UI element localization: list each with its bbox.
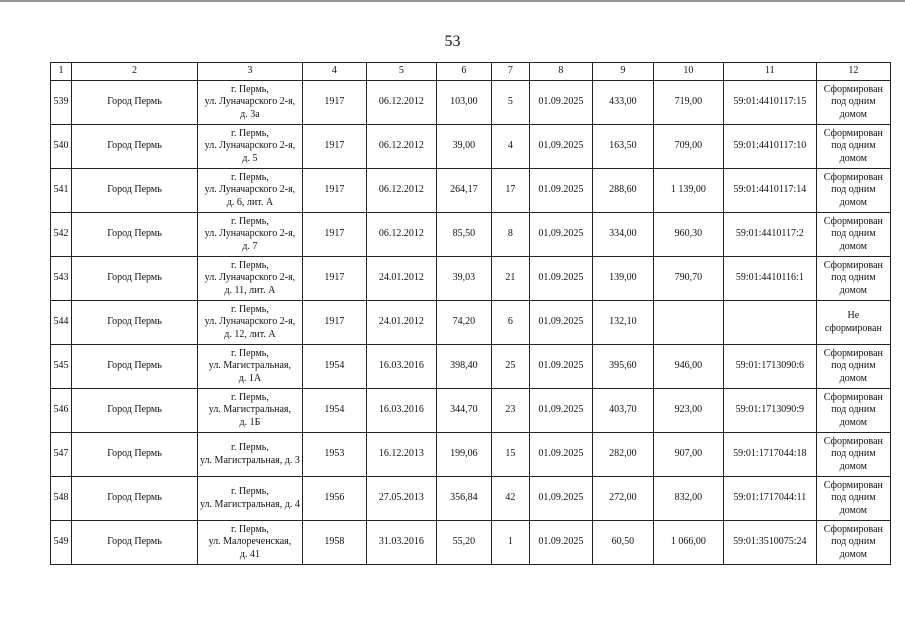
status-line: домом: [839, 240, 868, 252]
date-cell: 31.03.2016: [366, 521, 436, 565]
planned-date-cell: 01.09.2025: [529, 257, 592, 301]
status-line: Сформирован: [823, 479, 883, 491]
row-number-cell: 544: [51, 301, 72, 345]
table-row: [51, 257, 891, 301]
column-header: 7: [491, 63, 529, 81]
planned-date-cell: 01.09.2025: [529, 345, 592, 389]
planned-date-cell: 01.09.2025: [529, 389, 592, 433]
count-cell: 15: [491, 433, 529, 477]
value-9-cell: 272,00: [592, 477, 653, 521]
year-built-cell: 1953: [302, 433, 366, 477]
area-cell: 103,00: [436, 81, 491, 125]
value-10-cell: 923,00: [653, 389, 723, 433]
year-built-cell: 1917: [302, 301, 366, 345]
status-line: Сформирован: [823, 523, 883, 535]
area-cell: 344,70: [436, 389, 491, 433]
address-line: г. Пермь,: [230, 83, 269, 95]
area-cell: 55,20: [436, 521, 491, 565]
status-line: Сформирован: [823, 391, 883, 403]
cadastral-number-cell: 59:01:4410117:14: [723, 169, 816, 213]
address-line: д. 7: [242, 240, 258, 252]
municipality-cell: Город Пермь: [72, 389, 198, 433]
count-cell: 4: [491, 125, 529, 169]
table-row: [51, 213, 891, 257]
count-cell: 21: [491, 257, 529, 301]
address-line: д. 1А: [238, 372, 262, 384]
status-line: Сформирован: [823, 435, 883, 447]
cadastral-number-cell: 59:01:4410117:10: [723, 125, 816, 169]
year-built-cell: 1917: [302, 213, 366, 257]
cadastral-number-cell: 59:01:1717044:18: [723, 433, 816, 477]
address-cell: [198, 213, 303, 257]
address-line: ул. Луначарского 2-я,: [204, 272, 296, 284]
area-cell: 39,00: [436, 125, 491, 169]
address-cell: [198, 521, 303, 565]
address-cell: [198, 345, 303, 389]
value-10-cell: 709,00: [653, 125, 723, 169]
year-built-cell: 1954: [302, 389, 366, 433]
date-cell: 16.03.2016: [366, 345, 436, 389]
planned-date-cell: 01.09.2025: [529, 81, 592, 125]
address-line: г. Пермь,: [230, 171, 269, 183]
land-status-cell: [816, 521, 890, 565]
address-line: г. Пермь,: [230, 391, 269, 403]
value-10-cell: 960,30: [653, 213, 723, 257]
area-cell: 199,06: [436, 433, 491, 477]
area-cell: 398,40: [436, 345, 491, 389]
table-row: [51, 301, 891, 345]
area-cell: 85,50: [436, 213, 491, 257]
address-cell: [198, 81, 303, 125]
municipality-cell: Город Пермь: [72, 213, 198, 257]
land-status-cell: [816, 389, 890, 433]
status-line: под одним: [831, 492, 876, 504]
value-10-cell: [653, 301, 723, 345]
address-cell: [198, 389, 303, 433]
address-line: д. 5: [242, 152, 258, 164]
column-header: 2: [72, 63, 198, 81]
municipality-cell: Город Пермь: [72, 433, 198, 477]
year-built-cell: 1917: [302, 81, 366, 125]
year-built-cell: 1956: [302, 477, 366, 521]
address-line: д. 1Б: [239, 416, 261, 428]
address-line: г. Пермь,: [230, 215, 269, 227]
address-line: ул. Магистральная, д. 3: [200, 454, 300, 466]
municipality-cell: Город Пермь: [72, 477, 198, 521]
cadastral-number-cell: 59:01:3510075:24: [723, 521, 816, 565]
count-cell: 6: [491, 301, 529, 345]
value-9-cell: 282,00: [592, 433, 653, 477]
address-line: г. Пермь,: [230, 347, 269, 359]
table-row: [51, 125, 891, 169]
value-9-cell: 60,50: [592, 521, 653, 565]
land-status-cell: [816, 125, 890, 169]
address-line: ул. Луначарского 2-я,: [204, 96, 296, 108]
value-10-cell: 832,00: [653, 477, 723, 521]
address-line: ул. Луначарского 2-я,: [204, 140, 296, 152]
value-10-cell: 790,70: [653, 257, 723, 301]
address-line: ул. Луначарского 2-я,: [204, 184, 296, 196]
address-line: г. Пермь,: [230, 259, 269, 271]
municipality-cell: Город Пермь: [72, 81, 198, 125]
row-number-cell: 546: [51, 389, 72, 433]
year-built-cell: 1917: [302, 169, 366, 213]
value-9-cell: 163,50: [592, 125, 653, 169]
value-10-cell: 907,00: [653, 433, 723, 477]
planned-date-cell: 01.09.2025: [529, 125, 592, 169]
land-status-cell: [816, 213, 890, 257]
date-cell: 16.03.2016: [366, 389, 436, 433]
status-line: под одним: [831, 272, 876, 284]
status-line: домом: [839, 284, 868, 296]
land-status-cell: [816, 477, 890, 521]
column-header: 11: [723, 63, 816, 81]
area-cell: 264,17: [436, 169, 491, 213]
row-number-cell: 540: [51, 125, 72, 169]
value-9-cell: 334,00: [592, 213, 653, 257]
address-cell: [198, 301, 303, 345]
row-number-cell: 541: [51, 169, 72, 213]
status-line: под одним: [831, 96, 876, 108]
address-line: д. 6, лит. А: [226, 196, 274, 208]
address-line: ул. Луначарского 2-я,: [204, 228, 296, 240]
planned-date-cell: 01.09.2025: [529, 521, 592, 565]
column-header: 4: [302, 63, 366, 81]
year-built-cell: 1954: [302, 345, 366, 389]
land-status-cell: [816, 169, 890, 213]
status-line: под одним: [831, 536, 876, 548]
address-line: ул. Магистральная,: [208, 360, 292, 372]
row-number-cell: 539: [51, 81, 72, 125]
registry-body: [51, 81, 891, 565]
land-status-cell: [816, 433, 890, 477]
municipality-cell: Город Пермь: [72, 521, 198, 565]
address-line: д. 41: [239, 548, 260, 560]
planned-date-cell: 01.09.2025: [529, 477, 592, 521]
column-header: 8: [529, 63, 592, 81]
count-cell: 1: [491, 521, 529, 565]
cadastral-number-cell: [723, 301, 816, 345]
row-number-cell: 549: [51, 521, 72, 565]
count-cell: 17: [491, 169, 529, 213]
status-line: Сформирован: [823, 83, 883, 95]
row-number-cell: 545: [51, 345, 72, 389]
column-header: 10: [653, 63, 723, 81]
date-cell: 16.12.2013: [366, 433, 436, 477]
address-line: ул. Малореченская,: [208, 536, 292, 548]
count-cell: 5: [491, 81, 529, 125]
cadastral-number-cell: 59:01:1713090:6: [723, 345, 816, 389]
status-line: под одним: [831, 184, 876, 196]
row-number-cell: 542: [51, 213, 72, 257]
address-cell: [198, 169, 303, 213]
year-built-cell: 1958: [302, 521, 366, 565]
municipality-cell: Город Пермь: [72, 125, 198, 169]
address-line: г. Пермь,: [230, 442, 269, 453]
table-row: [51, 169, 891, 213]
date-cell: 06.12.2012: [366, 125, 436, 169]
count-cell: 42: [491, 477, 529, 521]
column-header: 6: [436, 63, 491, 81]
column-header: 3: [198, 63, 303, 81]
status-line: Не: [847, 310, 860, 321]
status-line: домом: [839, 372, 868, 384]
planned-date-cell: 01.09.2025: [529, 433, 592, 477]
land-status-cell: [816, 81, 890, 125]
page-top-rule: [0, 0, 905, 2]
value-9-cell: 132,10: [592, 301, 653, 345]
table-row: [51, 345, 891, 389]
page-number: 53: [444, 33, 461, 50]
value-9-cell: 139,00: [592, 257, 653, 301]
count-cell: 8: [491, 213, 529, 257]
status-line: домом: [839, 196, 868, 208]
column-header: 1: [51, 63, 72, 81]
table-row: [51, 389, 891, 433]
area-cell: 74,20: [436, 301, 491, 345]
address-cell: [198, 125, 303, 169]
status-line: под одним: [831, 404, 876, 416]
date-cell: 06.12.2012: [366, 213, 436, 257]
year-built-cell: 1917: [302, 125, 366, 169]
address-cell: [198, 257, 303, 301]
status-line: Сформирован: [823, 259, 883, 271]
value-10-cell: 1 139,00: [653, 169, 723, 213]
value-9-cell: 288,60: [592, 169, 653, 213]
column-header: 12: [816, 63, 890, 81]
date-cell: 27.05.2013: [366, 477, 436, 521]
address-line: ул. Магистральная,: [208, 404, 292, 416]
area-cell: 356,84: [436, 477, 491, 521]
status-line: домом: [839, 108, 868, 120]
status-line: под одним: [831, 228, 876, 240]
status-line: домом: [839, 504, 868, 516]
cadastral-number-cell: 59:01:4410117:2: [723, 213, 816, 257]
cadastral-number-cell: 59:01:4410116:1: [723, 257, 816, 301]
table-row: [51, 81, 891, 125]
address-line: г. Пермь,: [230, 523, 269, 535]
municipality-cell: Город Пермь: [72, 301, 198, 345]
count-cell: 23: [491, 389, 529, 433]
status-line: под одним: [831, 448, 876, 460]
row-number-cell: 543: [51, 257, 72, 301]
area-cell: 39,03: [436, 257, 491, 301]
table-row: [51, 521, 891, 565]
column-header: 9: [592, 63, 653, 81]
planned-date-cell: 01.09.2025: [529, 169, 592, 213]
date-cell: 06.12.2012: [366, 169, 436, 213]
address-line: ул. Луначарского 2-я,: [204, 316, 296, 328]
address-line: г. Пермь,: [230, 486, 269, 497]
value-9-cell: 433,00: [592, 81, 653, 125]
address-line: ул. Магистральная, д. 4: [200, 498, 300, 510]
municipality-cell: Город Пермь: [72, 169, 198, 213]
address-line: г. Пермь,: [230, 303, 269, 315]
table-row: [51, 433, 891, 477]
table-row: [51, 477, 891, 521]
address-cell: [198, 477, 303, 521]
status-line: Сформирован: [823, 171, 883, 183]
value-9-cell: 403,70: [592, 389, 653, 433]
status-line: сформирован: [824, 322, 882, 334]
status-line: Сформирован: [823, 127, 883, 139]
value-10-cell: 719,00: [653, 81, 723, 125]
status-line: домом: [839, 416, 868, 428]
count-cell: 25: [491, 345, 529, 389]
land-status-cell: [816, 301, 890, 345]
status-line: домом: [839, 460, 868, 472]
land-status-cell: [816, 257, 890, 301]
municipality-cell: Город Пермь: [72, 345, 198, 389]
planned-date-cell: 01.09.2025: [529, 301, 592, 345]
address-line: д. 3а: [240, 108, 260, 120]
address-cell: [198, 433, 303, 477]
cadastral-number-cell: 59:01:1713090:9: [723, 389, 816, 433]
year-built-cell: 1917: [302, 257, 366, 301]
address-line: д. 12, лит. А: [224, 328, 276, 340]
land-status-cell: [816, 345, 890, 389]
value-10-cell: 1 066,00: [653, 521, 723, 565]
municipality-cell: Город Пермь: [72, 257, 198, 301]
row-number-cell: 548: [51, 477, 72, 521]
status-line: под одним: [831, 140, 876, 152]
status-line: под одним: [831, 360, 876, 372]
status-line: Сформирован: [823, 347, 883, 359]
date-cell: 24.01.2012: [366, 301, 436, 345]
status-line: домом: [839, 152, 868, 164]
column-header: 5: [366, 63, 436, 81]
value-10-cell: 946,00: [653, 345, 723, 389]
date-cell: 24.01.2012: [366, 257, 436, 301]
address-line: г. Пермь,: [230, 127, 269, 139]
housing-registry-table: [50, 62, 891, 565]
row-number-cell: 547: [51, 433, 72, 477]
value-9-cell: 395,60: [592, 345, 653, 389]
cadastral-number-cell: 59:01:1717044:11: [723, 477, 816, 521]
date-cell: 06.12.2012: [366, 81, 436, 125]
planned-date-cell: 01.09.2025: [529, 213, 592, 257]
cadastral-number-cell: 59:01:4410117:15: [723, 81, 816, 125]
column-number-row: [51, 63, 891, 81]
status-line: домом: [839, 548, 868, 560]
status-line: Сформирован: [823, 215, 883, 227]
address-line: д. 11, лит. А: [224, 284, 276, 296]
